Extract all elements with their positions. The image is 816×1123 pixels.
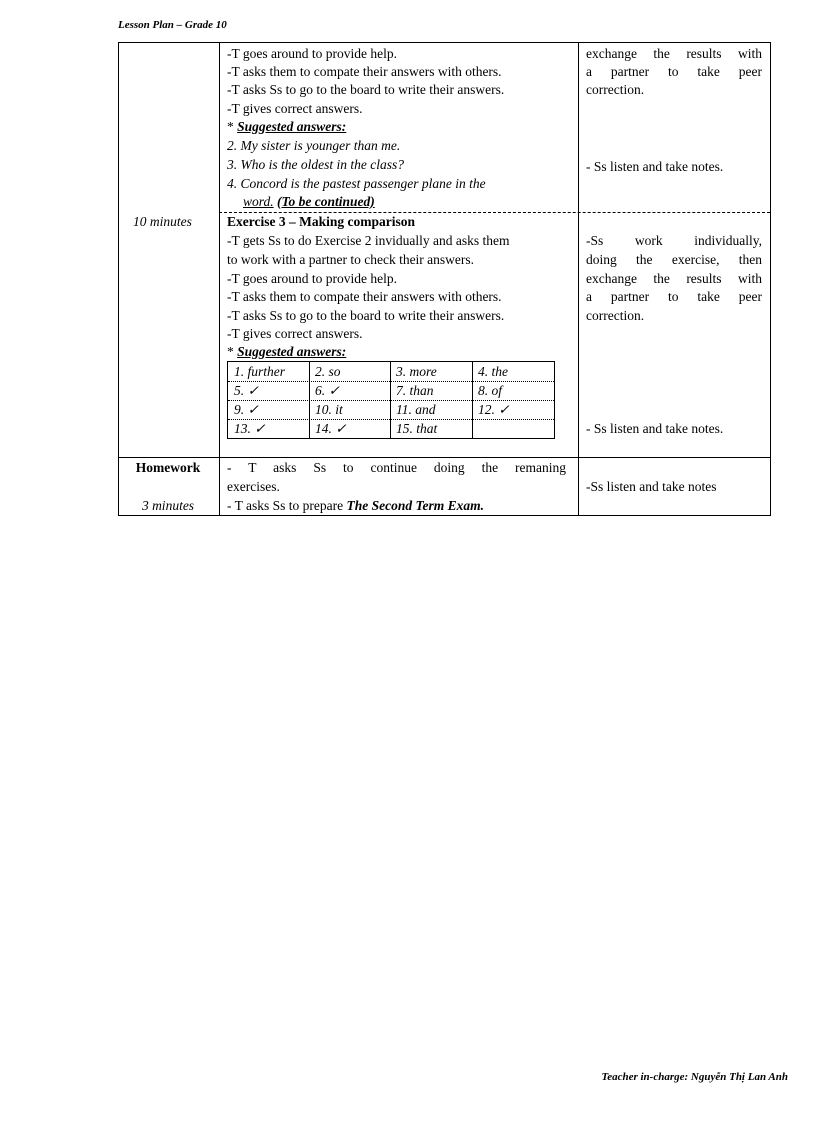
row1-student-notes: - Ss listen and take notes. xyxy=(586,159,724,174)
row1-answer-4: 4. Concord is the pastest passenger plane in the xyxy=(227,176,486,191)
page-header: Lesson Plan – Grade 10 xyxy=(118,19,227,31)
row1-teacher-line-2: -T asks them to compate their answers with others. xyxy=(227,64,502,79)
row2-suggested-heading xyxy=(227,343,346,362)
row2-teacher-line-1: -T gets Ss to do Exercise 2 invidually and asks them xyxy=(227,233,510,248)
homework-line-3 xyxy=(227,497,484,516)
row1-teacher-line-1: -T goes around to provide help. xyxy=(227,46,397,61)
column-divider-1 xyxy=(219,43,220,515)
row1-answer-3: 3. Who is the oldest in the class? xyxy=(227,157,404,172)
answer-grid xyxy=(227,361,555,439)
row1-student-line-2: a partner to take peer xyxy=(586,64,762,79)
row2-student-line-3: exchange the results with xyxy=(586,271,762,286)
suggested-label: Suggested answers: xyxy=(237,119,347,134)
answer-cell: 13. ✓ xyxy=(234,421,266,436)
answer-cell: 4. the xyxy=(478,364,508,379)
answer-cell: 1. further xyxy=(234,364,286,379)
answer-cell: 6. ✓ xyxy=(315,383,340,398)
answer-cell: 11. and xyxy=(396,402,436,417)
row2-time: 10 minutes xyxy=(133,214,192,229)
teacher-in-charge: Teacher in-charge: Nguyễn Thị Lan Anh xyxy=(601,1071,788,1083)
row1-suggested-heading xyxy=(227,118,346,137)
row1-answer-4-end xyxy=(243,193,375,212)
answer-cell: 3. more xyxy=(396,364,437,379)
row1-teacher-line-3: -T asks Ss to go to the board to write their answers. xyxy=(227,82,505,97)
to-be-continued: (To be continued) xyxy=(277,194,375,209)
column-divider-2 xyxy=(578,43,579,515)
answer-cell: 9. ✓ xyxy=(234,402,259,417)
row1-student-line-3: correction. xyxy=(586,82,645,97)
row2-teacher-line-2: to work with a partner to check their answers. xyxy=(227,252,475,267)
answer-cell: 8. of xyxy=(478,383,503,398)
row1-student-line-1: exchange the results with xyxy=(586,46,762,61)
row1-teacher-line-4: -T gives correct answers. xyxy=(227,101,363,116)
row2-student-notes: - Ss listen and take notes. xyxy=(586,421,724,436)
answer-last-word: word. xyxy=(243,194,274,209)
asterisk: * xyxy=(227,344,238,359)
row2-student-line-5: correction. xyxy=(586,308,645,323)
row2-teacher-line-3: -T goes around to provide help. xyxy=(227,271,397,286)
grid-row-line xyxy=(228,419,554,420)
answer-cell: 2. so xyxy=(315,364,341,379)
homework-student-notes: -Ss listen and take notes xyxy=(586,479,717,494)
homework-label: Homework xyxy=(135,460,201,475)
answer-cell: 10. it xyxy=(315,402,343,417)
answer-cell: 12. ✓ xyxy=(478,402,510,417)
homework-line-2: exercises. xyxy=(227,479,280,494)
answer-cell: 15. that xyxy=(396,421,438,436)
row2-title: Exercise 3 – Making comparison xyxy=(227,214,415,229)
homework-line-3-prefix: - T asks Ss to prepare xyxy=(227,498,347,513)
answer-cell: 14. ✓ xyxy=(315,421,347,436)
answer-cell: 5. ✓ xyxy=(234,383,259,398)
asterisk: * xyxy=(227,119,238,134)
homework-line-1: - T asks Ss to continue doing the remaning xyxy=(227,460,566,475)
row2-teacher-line-5: -T asks Ss to go to the board to write their answers. xyxy=(227,308,505,323)
row-divider-homework xyxy=(119,457,770,458)
row2-student-line-2: doing the exercise, then xyxy=(586,252,762,267)
second-term-exam: The Second Term Exam. xyxy=(346,498,484,513)
row1-answer-2: 2. My sister is younger than me. xyxy=(227,138,401,153)
row2-teacher-line-4: -T asks them to compate their answers with others. xyxy=(227,289,502,304)
homework-time: 3 minutes xyxy=(141,498,195,513)
row2-student-line-4: a partner to take peer xyxy=(586,289,762,304)
row2-student-line-1: -Ss work individually, xyxy=(586,233,762,248)
suggested-label: Suggested answers: xyxy=(237,344,347,359)
grid-row-line xyxy=(228,381,554,382)
row2-teacher-line-6: -T gives correct answers. xyxy=(227,326,363,341)
answer-cell: 7. than xyxy=(396,383,434,398)
